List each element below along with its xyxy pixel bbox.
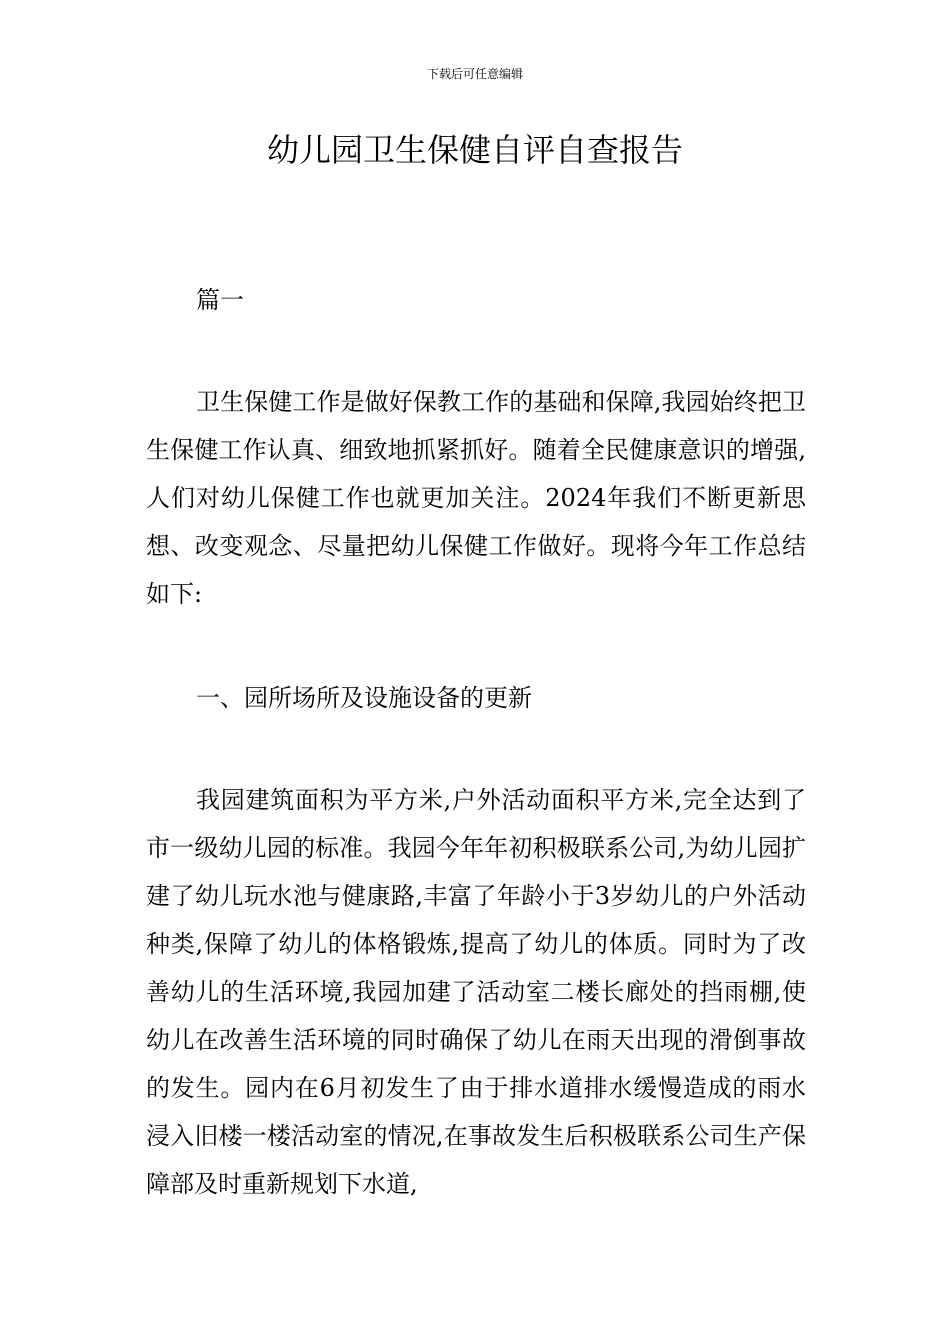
body-paragraph: 我园建筑面积为平方米,户外活动面积平方米,完全达到了市一级幼儿园的标准。我园今年年初积极联系公司,为幼儿园扩建了幼儿玩水池与健康路,丰富了年龄小于3岁幼儿的户外活动种类,保障了幼儿的体格锻炼,提高了幼儿的体质。同时为了改善幼儿的生活环境,我园加建了活动室二楼长廊处的挡雨棚,使幼儿在改善生活环境的同时确保了幼儿在雨天出现的滑倒事故的发生。园内在6月初发生了由于排水道排水缓慢造成的雨水浸入旧楼一楼活动室的情况,在事故发生后积极联系公司生产保障部及时重新规划下水道, — [146, 786, 806, 1198]
intro-paragraph: 卫生保健工作是做好保教工作的基础和保障,我园始终把卫生保健工作认真、细致地抓紧抓好。随着全民健康意识的增强,人们对幼儿保健工作也就更加关注。2024年我们不断更新思想、改变观念、尽量把幼儿保健工作做好。现将今年工作总结如下: — [146, 388, 806, 608]
header-note: 下载后可任意编辑 — [426, 67, 523, 81]
section-heading: 一、园所场所及设施设备的更新 — [196, 684, 532, 712]
section-label: 篇一 — [196, 286, 244, 314]
document-title: 幼儿园卫生保健自评自查报告 — [266, 131, 683, 169]
